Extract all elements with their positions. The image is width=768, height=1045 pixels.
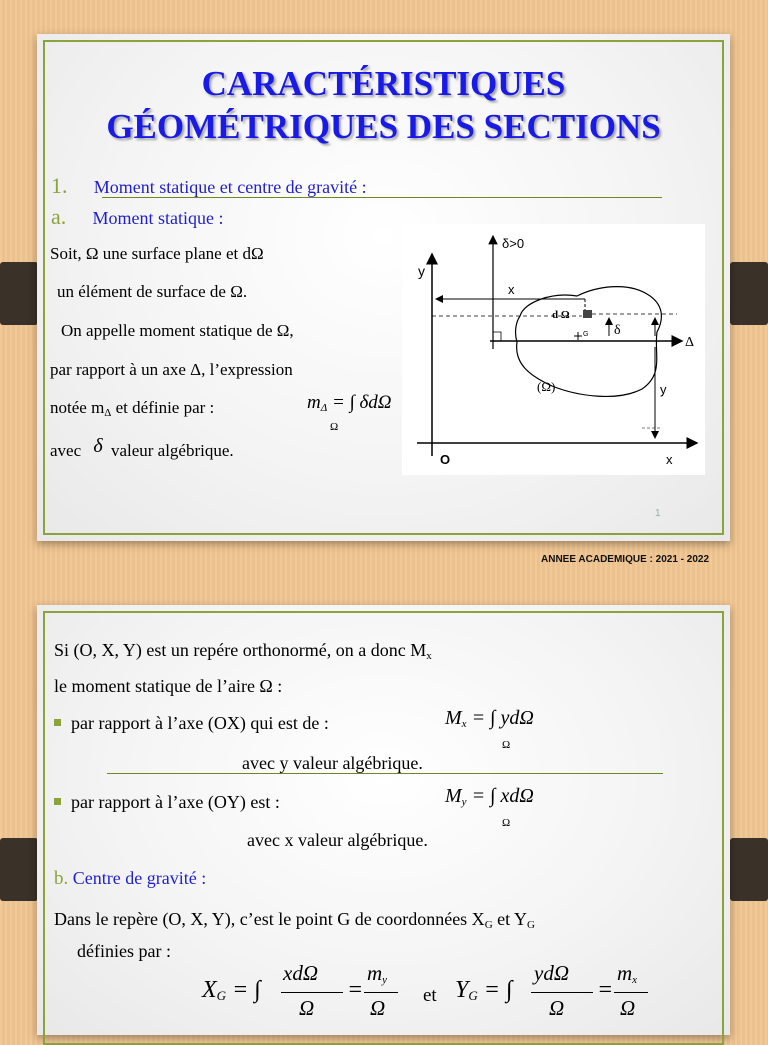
section-a-number: a. [51,204,67,229]
formula-yg-int: = ∫ [483,977,513,1003]
formula-yg-sub: G [468,988,478,1003]
element-d-omega [583,310,592,318]
body-line-2: un élément de surface de Ω. [57,282,248,301]
formula-moment-lhs: m [307,392,321,413]
section-1-number: 1. [51,173,68,198]
s2-bullet-2-text: par rapport à l’axe (OY) est : [71,792,280,812]
formula-yg-num2 [617,961,637,986]
formula-xg-num2-sub: y [382,974,388,986]
body-line-3: On appelle moment statique de Ω, [61,321,294,340]
s2-line-g-sub2: G [526,919,535,931]
formula-xg [202,977,261,1004]
formula-yg-num: ydΩ [534,961,570,985]
formula-xg-num2-m: m [367,961,383,985]
s2-line-1-sub: x [426,650,432,662]
formula-yg-eq: = [597,977,614,1003]
section-diagram-svg [402,224,705,475]
section-diagram [402,224,705,475]
bullet-icon [54,798,61,805]
slide-2 [37,605,730,1035]
formula-yg-den2: Ω [620,996,636,1020]
formula-yg-num2-m: m [617,961,633,985]
s2-avec-1: avec y valeur algébrique. [242,753,423,773]
body-line-5-post: et définie par : [111,398,215,417]
label-delta: δ [614,323,621,338]
formula-mx-lhs: M [445,707,462,729]
fraction-bar [281,992,343,993]
s2-bullet-1 [54,713,329,734]
slide-1 [37,34,730,541]
slide-title-line1: CARACTÉRISTIQUES [201,64,566,103]
formula-my [445,785,534,808]
section-b-heading [54,868,206,890]
binder-hinge-left-bottom [0,838,38,901]
s2-line-g-sub1: G [484,919,493,931]
formula-moment-lhs-sub: Δ [320,402,328,414]
label-delta-positive: δ>0 [502,236,525,251]
binder-hinge-left-top [0,262,38,325]
label-y-distance: y [660,382,667,397]
formula-yg [455,977,513,1004]
label-y-axis: y [418,263,425,279]
body-line-1: Soit, Ω une surface plane et dΩ [50,244,264,263]
formula-xg-sub: G [216,988,227,1003]
formula-yg-lhs: Y [455,977,469,1003]
page-number: 1 [655,508,661,519]
formula-xg-num2 [367,961,387,986]
s2-line-2: le moment statique de l’aire Ω : [54,676,283,696]
formula-moment-int-sub: Ω [330,421,339,433]
academic-year-footer: ANNEE ACADEMIQUE : 2021 - 2022 [541,554,710,565]
formula-xg-den2: Ω [370,996,386,1020]
fraction-bar [364,992,398,993]
section-b-label: Centre de gravité : [72,868,207,888]
section-1-heading [51,173,367,199]
formula-xg-lhs: X [202,977,217,1003]
formula-xg-num: xdΩ [283,961,319,985]
formula-mx-int-sub: Ω [502,739,511,751]
label-G: G [583,331,589,338]
formula-mx-rhs: = ∫ ydΩ [471,707,534,729]
s2-bullet-1-text: par rapport à l’axe (OX) qui est de : [71,713,329,733]
formula-xg-den: Ω [299,996,315,1020]
label-origin: O [440,452,451,467]
s2-line-def: définies par : [77,941,171,961]
formula-mx [445,707,534,730]
formula-xg-int: = ∫ [232,977,261,1003]
formula-mx-sub: x [461,718,467,730]
formula-yg-num2-sub: x [632,974,638,986]
formula-et: et [423,985,437,1006]
fraction-bar [531,992,593,993]
fraction-bar [614,992,648,993]
s2-line-1-text: Si (O, X, Y) est un repére orthonormé, on a donc M [54,640,427,660]
formula-my-rhs: = ∫ xdΩ [471,785,534,807]
formula-my-sub: y [461,796,467,808]
body-line-5 [50,398,214,419]
section-a-heading [51,204,224,230]
formula-my-lhs: M [445,785,462,807]
formula-moment-rhs: = ∫ δdΩ [331,392,392,413]
body-line-5-sub: Δ [104,407,112,419]
body-line-6 [50,435,234,462]
label-omega: (Ω) [537,379,556,394]
s2-bullet-2 [54,792,280,813]
s2-avec-2: avec x valeur algébrique. [247,830,428,850]
label-x-distance: x [508,282,515,297]
formula-xg-eq: = [347,977,364,1003]
body-line-4: par rapport à un axe Δ, l’expression [50,360,293,379]
binder-hinge-right-bottom [730,838,768,901]
label-Delta-axis: Δ [685,335,695,350]
s2-line-g-pre: Dans le repère (O, X, Y), c’est le point G de coordonnées X [54,909,485,929]
section-b-number: b. [54,868,69,889]
body-line-6-pre: avec [50,441,82,460]
slide-title-line2: GÉOMÉTRIQUES DES SECTIONS [106,107,661,146]
formula-yg-den: Ω [549,996,565,1020]
label-x-axis: x [666,452,673,467]
section-1-label: Moment statique et centre de gravité : [93,177,367,197]
label-d-omega: d Ω [552,309,570,321]
bullet-icon [54,719,61,726]
section-a-label: Moment statique : [92,208,224,228]
binder-hinge-right-top [730,262,768,325]
formula-moment [307,392,392,414]
s2-line-1 [54,640,432,662]
delta-symbol: δ [93,435,103,457]
body-line-6-post: valeur algébrique. [110,441,234,460]
s2-separator [107,773,663,774]
s2-line-g-mid: et Y [492,909,527,929]
body-line-5-pre: notée m [50,398,105,417]
section-1-underline [102,197,662,198]
s2-line-g [54,909,535,931]
formula-my-int-sub: Ω [502,817,511,829]
